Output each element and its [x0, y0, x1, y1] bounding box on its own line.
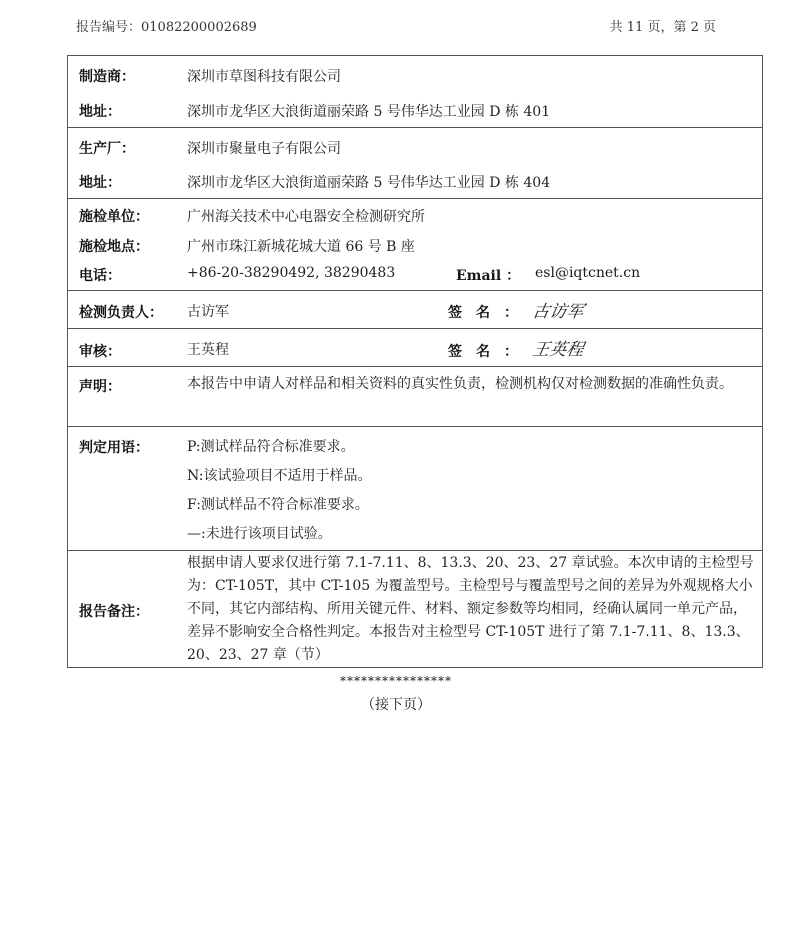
statement-section [68, 367, 762, 427]
email-label: Email ： [456, 268, 521, 284]
responsible-signature: 古访军 [530, 302, 586, 322]
end-stars: **************** [340, 674, 452, 688]
factory-name: 深圳市聚量电子有限公司 [187, 141, 341, 157]
verdict-fail: F:测试样品不符合标准要求。 [187, 497, 369, 513]
verdicts-section [68, 427, 762, 551]
lab-unit: 广州海关技术中心电器安全检测研究所 [187, 209, 425, 225]
factory-address: 深圳市龙华区大浪街道丽荣路 5 号伟华达工业园 D 栋 404 [187, 175, 551, 191]
responsible-section [68, 291, 762, 329]
statement-label: 声明： [79, 379, 121, 395]
continued-note: （接下页） [361, 697, 431, 713]
factory-label: 生产厂： [79, 141, 135, 157]
verdict-pass: P:测试样品符合标准要求。 [187, 439, 355, 455]
lab-section [68, 199, 762, 291]
manufacturer-name: 深圳市草图科技有限公司 [187, 69, 341, 85]
remarks-section [68, 551, 762, 669]
remarks-text: 根据申请人要求仅进行第 7.1-7.11、8、13.3、20、23、27 章试验。本次申请的主检型号为：CT-105T，其中 CT-105 为覆盖型号。主检型号与覆盖型号之间的差异为外观规格大小不同，其它内部结构、所用关键元件、材料、额定参数等均相同，经确认属同一单元产品，差异不影响安全合格性判定。本报告对主检型号 CT-105T 进行了第 7.1-7.11、8、13.3、20、23、27 章（节） [187, 555, 754, 663]
page-info: 共 11 页，第 2 页 [609, 20, 716, 35]
email-value[interactable]: esl@iqtcnet.cn [535, 265, 641, 281]
verdict-not-applicable: N:该试验项目不适用于样品。 [187, 468, 372, 484]
factory-section [68, 128, 762, 199]
verdict-not-tested: —:未进行该项目试验。 [187, 526, 332, 542]
page-header [0, 16, 792, 36]
remarks-label: 报告备注： [79, 604, 149, 620]
statement-text: 本报告中申请人对样品和相关资料的真实性负责，检测机构仅对检测数据的准确性负责。 [187, 376, 733, 392]
reviewer-label: 审核： [79, 344, 121, 360]
reviewer-sign-label: 签名： [448, 344, 532, 360]
reviewer-name: 王英程 [187, 342, 229, 358]
lab-site-label: 施检地点： [79, 239, 149, 255]
verdicts-label: 判定用语： [79, 440, 149, 456]
lab-site: 广州市珠江新城花城大道 66 号 B 座 [187, 239, 415, 255]
report-info-table [67, 55, 763, 668]
manufacturer-section [68, 56, 762, 128]
manufacturer-label: 制造商： [79, 69, 135, 85]
phone-value: +86-20-38290492, 38290483 [187, 265, 396, 281]
manufacturer-address-label: 地址： [79, 104, 121, 120]
reviewer-signature: 王英程 [530, 340, 586, 360]
reviewer-section [68, 329, 762, 367]
responsible-label: 检测负责人： [79, 305, 163, 321]
factory-address-label: 地址： [79, 175, 121, 191]
report-number: 报告编号：01082200002689 [76, 20, 257, 35]
phone-label: 电话： [79, 268, 121, 284]
responsible-name: 古访军 [187, 304, 229, 320]
manufacturer-address: 深圳市龙华区大浪街道丽荣路 5 号伟华达工业园 D 栋 401 [187, 104, 551, 120]
responsible-sign-label: 签名： [448, 305, 532, 321]
lab-unit-label: 施检单位： [79, 209, 149, 225]
